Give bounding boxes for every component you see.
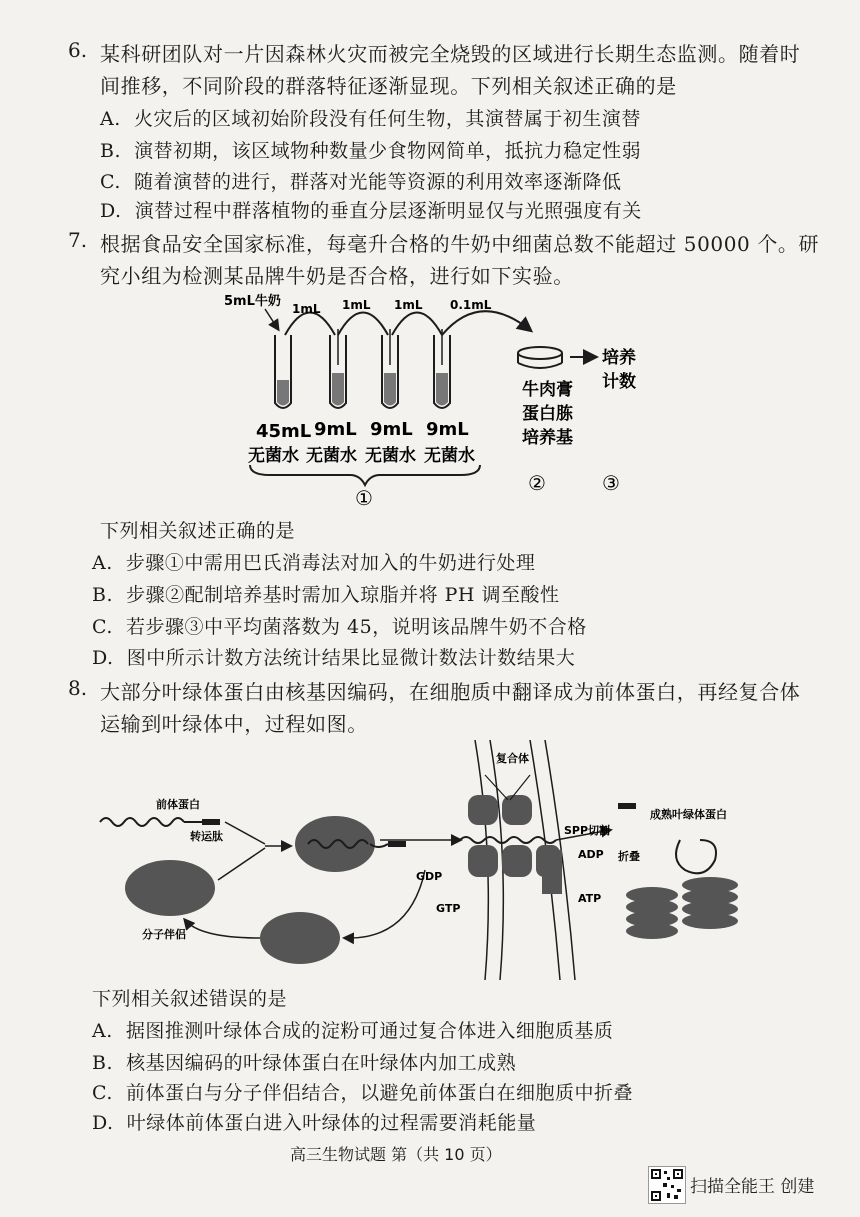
tube-volume-1: 45mL xyxy=(256,421,312,442)
transfer-label-2: 1mL xyxy=(342,298,371,312)
thylakoid-stack-2 xyxy=(682,877,738,929)
scanner-watermark: 扫描全能王 创建 xyxy=(690,1177,815,1197)
medium-label-3: 培养基 xyxy=(522,428,573,448)
petri-dish xyxy=(518,347,562,368)
option-text: 火灾后的区域初始阶段没有任何生物，其演替属于初生演替 xyxy=(133,108,641,130)
chaperone-label: 分子伴侣 xyxy=(142,928,186,941)
mature-label: 成熟叶绿体蛋白 xyxy=(650,808,727,821)
q8-option-d xyxy=(92,1108,536,1135)
q6-option-c xyxy=(100,167,622,194)
milk-arrow xyxy=(265,309,278,329)
gtp-label: GTP xyxy=(436,902,461,915)
chaperone-bound xyxy=(295,816,375,872)
option-text: 图中所示计数方法统计结果比显微计数法计数结果大 xyxy=(126,647,576,669)
option-text: 若步骤③中平均菌落数为 45，说明该品牌牛奶不合格 xyxy=(126,616,587,638)
qr-code-icon xyxy=(648,1166,686,1204)
step2-marker: ② xyxy=(528,471,546,495)
cleaved-peptide xyxy=(618,803,636,809)
medium-label-2: 蛋白胨 xyxy=(522,404,573,424)
q7-stem-line1: 根据食品安全国家标准，每毫升合格的牛奶中细菌总数不能超过 50000 个。研 xyxy=(100,232,820,256)
q6-option-a xyxy=(100,104,641,131)
chaperone-released xyxy=(260,912,340,964)
option-text: 步骤①中需用巴氏消毒法对加入的牛奶进行处理 xyxy=(125,552,536,574)
q7-option-c xyxy=(92,612,587,639)
translocon-complex xyxy=(468,795,562,894)
q8-option-a xyxy=(92,1016,613,1043)
option-text: 演替初期，该区域物种数量少食物网简单，抵抗力稳定性弱 xyxy=(134,140,642,162)
q6-stem-line1: 某科研团队对一片因森林火灾而被完全烧毁的区域进行长期生态监测。随着时 xyxy=(100,42,801,66)
option-text: 前体蛋白与分子伴侣结合，以避免前体蛋白在细胞质中折叠 xyxy=(126,1082,634,1104)
option-key: B. xyxy=(92,1052,114,1074)
option-key: D. xyxy=(92,1112,114,1134)
medium-label-1: 牛肉膏 xyxy=(522,380,573,400)
q7-number: 7. xyxy=(68,228,88,252)
q8-prompt: 下列相关叙述错误的是 xyxy=(92,988,288,1010)
spp-label: SPP切割 xyxy=(564,824,611,837)
q6-option-d xyxy=(100,196,642,223)
precursor-label: 前体蛋白 xyxy=(156,798,200,811)
option-key: C. xyxy=(92,1082,113,1104)
transfer-arc-4 xyxy=(442,311,530,335)
transit-peptide xyxy=(202,819,220,825)
tube-3 xyxy=(382,329,398,408)
transfer-label-3: 1mL xyxy=(394,298,423,312)
tube-4 xyxy=(434,329,450,408)
q6-option-b xyxy=(100,136,641,163)
tube-water-2: 无菌水 xyxy=(306,446,357,466)
q6-number: 6. xyxy=(68,38,88,62)
folded-protein xyxy=(676,840,716,873)
dilution-figure xyxy=(210,285,670,510)
tube-2 xyxy=(330,329,346,408)
tube-volume-4: 9mL xyxy=(426,419,469,440)
step1-brace xyxy=(250,465,480,485)
q6-stem-line2: 间推移，不同阶段的群落特征逐渐显现。下列相关叙述正确的是 xyxy=(100,74,677,98)
transit-label: 转运肽 xyxy=(190,830,223,843)
tube-water-1: 无菌水 xyxy=(248,446,299,466)
step1-marker: ① xyxy=(355,486,373,510)
option-text: 演替过程中群落植物的垂直分层逐渐明显仅与光照强度有关 xyxy=(134,200,642,222)
option-text: 核基因编码的叶绿体蛋白在叶绿体内加工成熟 xyxy=(126,1052,517,1074)
adp-label: ADP xyxy=(578,848,604,861)
transfer-arc-3 xyxy=(392,313,442,336)
q7-stem-line2: 究小组为检测某品牌牛奶是否合格，进行如下实验。 xyxy=(100,264,574,288)
q7-option-b xyxy=(92,580,560,607)
thylakoid-stack-1 xyxy=(626,887,678,939)
q8-number: 8. xyxy=(68,676,88,700)
atp-label: ATP xyxy=(578,892,602,905)
q8-option-c xyxy=(92,1078,633,1105)
transfer-label-1: 1mL xyxy=(292,302,321,316)
page-footer: 高三生物试题 第（共 10 页） xyxy=(290,1145,502,1164)
gdp-label: GDP xyxy=(416,870,443,883)
chaperone xyxy=(125,860,215,916)
option-key: A. xyxy=(100,108,121,130)
option-key: C. xyxy=(92,616,113,638)
q8-stem-line2: 运输到叶绿体中，过程如图。 xyxy=(100,712,368,736)
q7-option-a xyxy=(92,548,535,575)
tube-volume-2: 9mL xyxy=(314,419,357,440)
tube-1 xyxy=(275,335,291,408)
culture-label-2: 计数 xyxy=(602,372,636,392)
q7-option-d xyxy=(92,643,575,670)
precursor-chain xyxy=(100,818,184,826)
culture-label-1: 培养 xyxy=(602,348,636,368)
complex-label: 复合体 xyxy=(496,752,529,765)
transfer-arc-2 xyxy=(338,313,388,336)
option-key: A. xyxy=(92,1020,113,1042)
option-text: 叶绿体前体蛋白进入叶绿体的过程需要消耗能量 xyxy=(126,1112,537,1134)
tube-water-3: 无菌水 xyxy=(365,446,416,466)
option-key: A. xyxy=(92,552,113,574)
q8-option-b xyxy=(92,1048,516,1075)
transfer-label-4: 0.1mL xyxy=(450,298,492,312)
tube-volume-3: 9mL xyxy=(370,419,413,440)
q8-stem-line1: 大部分叶绿体蛋白由核基因编码，在细胞质中翻译成为前体蛋白，再经复合体 xyxy=(100,680,801,704)
q7-prompt: 下列相关叙述正确的是 xyxy=(100,520,296,542)
option-key: D. xyxy=(92,647,114,669)
option-key: D. xyxy=(100,200,122,222)
tube-water-4: 无菌水 xyxy=(424,446,475,466)
option-key: B. xyxy=(100,140,122,162)
option-key: B. xyxy=(92,584,114,606)
option-text: 据图推测叶绿体合成的淀粉可通过复合体进入细胞质基质 xyxy=(125,1020,614,1042)
option-text: 步骤②配制培养基时需加入琼脂并将 PH 调至酸性 xyxy=(126,584,560,606)
fold-label: 折叠 xyxy=(618,850,640,863)
option-text: 随着演替的进行，群落对光能等资源的利用效率逐渐降低 xyxy=(134,171,622,193)
protein-import-figure xyxy=(90,740,790,980)
milk-label: 5mL牛奶 xyxy=(224,294,281,309)
option-key: C. xyxy=(100,171,121,193)
step3-marker: ③ xyxy=(602,471,620,495)
